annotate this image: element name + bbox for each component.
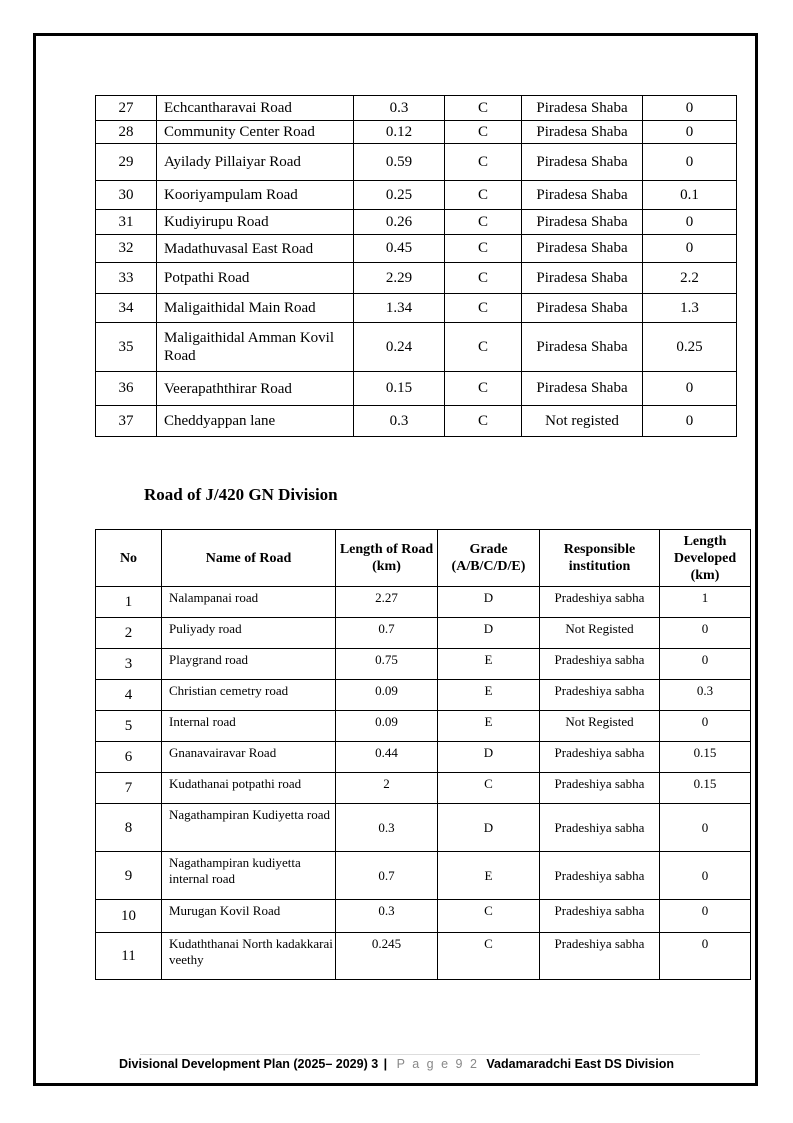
road-no: 3 xyxy=(96,649,162,680)
road-grade: E xyxy=(438,680,540,711)
table-row xyxy=(96,406,737,437)
road-name: Madathuvasal East Road xyxy=(157,235,354,263)
header-developed: Length Developed (km) xyxy=(660,530,751,587)
header-no: No xyxy=(96,530,162,587)
table-row xyxy=(96,900,751,933)
footer-separator: | xyxy=(383,1057,388,1071)
road-no: 35 xyxy=(96,323,157,372)
road-name: Puliyady road xyxy=(162,618,336,649)
length-developed: 0 xyxy=(643,144,737,181)
length-developed: 0 xyxy=(643,406,737,437)
road-grade: C xyxy=(445,235,522,263)
responsible-institution: Piradesa Shaba xyxy=(522,96,643,121)
road-length: 0.44 xyxy=(336,742,438,773)
road-name: Echcantharavai Road xyxy=(157,96,354,121)
footer-division-name: Vadamaradchi East DS Division xyxy=(486,1057,674,1071)
road-length: 2 xyxy=(336,773,438,804)
road-no: 11 xyxy=(96,933,162,980)
road-grade: E xyxy=(438,649,540,680)
table-row xyxy=(96,96,737,121)
responsible-institution: Pradeshiya sabha xyxy=(540,680,660,711)
length-developed: 0 xyxy=(643,210,737,235)
length-developed: 0 xyxy=(660,711,751,742)
road-no: 30 xyxy=(96,181,157,210)
table-row xyxy=(96,323,737,372)
table-row xyxy=(96,210,737,235)
road-grade: E xyxy=(438,852,540,900)
table-row xyxy=(96,773,751,804)
road-length: 0.7 xyxy=(336,852,438,900)
header-institution: Responsible institution xyxy=(540,530,660,587)
length-developed: 0.15 xyxy=(660,773,751,804)
responsible-institution: Not Registed xyxy=(540,618,660,649)
road-no: 27 xyxy=(96,96,157,121)
length-developed: 0 xyxy=(660,900,751,933)
road-name: Community Center Road xyxy=(157,121,354,144)
length-developed: 0 xyxy=(660,852,751,900)
table-row xyxy=(96,852,751,900)
road-grade: C xyxy=(445,210,522,235)
road-name: Christian cemetry road xyxy=(162,680,336,711)
length-developed: 1 xyxy=(660,587,751,618)
header-grade: Grade (A/B/C/D/E) xyxy=(438,530,540,587)
table-row xyxy=(96,649,751,680)
road-grade: C xyxy=(438,933,540,980)
road-no: 2 xyxy=(96,618,162,649)
responsible-institution: Piradesa Shaba xyxy=(522,294,643,323)
road-grade: C xyxy=(445,323,522,372)
road-length: 2.29 xyxy=(354,263,445,294)
page-footer xyxy=(0,1057,793,1071)
road-no: 10 xyxy=(96,900,162,933)
responsible-institution: Pradeshiya sabha xyxy=(540,773,660,804)
road-name: Gnanavairavar Road xyxy=(162,742,336,773)
road-length: 0.45 xyxy=(354,235,445,263)
road-grade: C xyxy=(445,406,522,437)
road-grade: C xyxy=(445,121,522,144)
footer-page-number: P a g e 9 2 xyxy=(396,1057,479,1071)
length-developed: 0 xyxy=(643,372,737,406)
road-length: 0.12 xyxy=(354,121,445,144)
table-row xyxy=(96,618,751,649)
table-row xyxy=(96,372,737,406)
road-grade: E xyxy=(438,711,540,742)
road-length: 0.7 xyxy=(336,618,438,649)
responsible-institution: Piradesa Shaba xyxy=(522,235,643,263)
road-length: 0.3 xyxy=(354,406,445,437)
road-grade: D xyxy=(438,804,540,852)
table-row xyxy=(96,121,737,144)
road-length: 0.24 xyxy=(354,323,445,372)
length-developed: 0.25 xyxy=(643,323,737,372)
road-no: 33 xyxy=(96,263,157,294)
road-length: 2.27 xyxy=(336,587,438,618)
road-grade: C xyxy=(445,294,522,323)
table-row xyxy=(96,804,751,852)
table-row xyxy=(96,711,751,742)
length-developed: 0 xyxy=(660,933,751,980)
length-developed: 0 xyxy=(643,96,737,121)
responsible-institution: Piradesa Shaba xyxy=(522,210,643,235)
road-length: 0.09 xyxy=(336,680,438,711)
road-length: 0.59 xyxy=(354,144,445,181)
road-length: 0.3 xyxy=(354,96,445,121)
table-row xyxy=(96,144,737,181)
road-name: Nagathampiran Kudiyetta road xyxy=(162,804,336,852)
length-developed: 1.3 xyxy=(643,294,737,323)
road-length: 0.75 xyxy=(336,649,438,680)
road-name: Veerapaththirar Road xyxy=(157,372,354,406)
responsible-institution: Piradesa Shaba xyxy=(522,323,643,372)
road-grade: C xyxy=(445,96,522,121)
road-no: 31 xyxy=(96,210,157,235)
table-row xyxy=(96,294,737,323)
responsible-institution: Piradesa Shaba xyxy=(522,121,643,144)
length-developed: 0.1 xyxy=(643,181,737,210)
responsible-institution: Not Registed xyxy=(540,711,660,742)
responsible-institution: Pradeshiya sabha xyxy=(540,900,660,933)
length-developed: 0 xyxy=(660,649,751,680)
roads-table-continued xyxy=(95,95,737,437)
road-length: 0.245 xyxy=(336,933,438,980)
length-developed: 0 xyxy=(660,804,751,852)
road-name: Cheddyappan lane xyxy=(157,406,354,437)
responsible-institution: Pradeshiya sabha xyxy=(540,587,660,618)
road-name: Nagathampiran kudiyetta internal road xyxy=(162,852,336,900)
responsible-institution: Pradeshiya sabha xyxy=(540,933,660,980)
section-title: Road of J/420 GN Division xyxy=(144,485,338,504)
length-developed: 0 xyxy=(660,618,751,649)
responsible-institution: Piradesa Shaba xyxy=(522,263,643,294)
header-length: Length of Road (km) xyxy=(336,530,438,587)
road-name: Maligaithidal Amman Kovil Road xyxy=(157,323,354,372)
responsible-institution: Pradeshiya sabha xyxy=(540,804,660,852)
road-no: 5 xyxy=(96,711,162,742)
road-length: 1.34 xyxy=(354,294,445,323)
road-length: 0.26 xyxy=(354,210,445,235)
responsible-institution: Not registed xyxy=(522,406,643,437)
road-length: 0.3 xyxy=(336,900,438,933)
road-no: 37 xyxy=(96,406,157,437)
road-no: 9 xyxy=(96,852,162,900)
length-developed: 0.3 xyxy=(660,680,751,711)
header-name: Name of Road xyxy=(162,530,336,587)
road-name: Internal road xyxy=(162,711,336,742)
length-developed: 0 xyxy=(643,121,737,144)
road-no: 34 xyxy=(96,294,157,323)
road-grade: C xyxy=(445,372,522,406)
road-grade: C xyxy=(445,181,522,210)
road-name: Ayilady Pillaiyar Road xyxy=(157,144,354,181)
road-grade: C xyxy=(438,900,540,933)
road-name: Nalampanai road xyxy=(162,587,336,618)
road-grade: D xyxy=(438,618,540,649)
road-grade: C xyxy=(438,773,540,804)
footer-plan-title: Divisional Development Plan (2025– 2029) 3 xyxy=(119,1057,379,1071)
table-row xyxy=(96,587,751,618)
road-length: 0.3 xyxy=(336,804,438,852)
road-no: 8 xyxy=(96,804,162,852)
road-length: 0.15 xyxy=(354,372,445,406)
road-length: 0.09 xyxy=(336,711,438,742)
road-no: 6 xyxy=(96,742,162,773)
road-name: Murugan Kovil Road xyxy=(162,900,336,933)
road-name: Maligaithidal Main Road xyxy=(157,294,354,323)
road-grade: D xyxy=(438,742,540,773)
table-row xyxy=(96,263,737,294)
responsible-institution: Piradesa Shaba xyxy=(522,372,643,406)
responsible-institution: Pradeshiya sabha xyxy=(540,742,660,773)
road-no: 7 xyxy=(96,773,162,804)
length-developed: 0.15 xyxy=(660,742,751,773)
responsible-institution: Piradesa Shaba xyxy=(522,144,643,181)
j420-roads-table xyxy=(95,529,751,980)
road-no: 4 xyxy=(96,680,162,711)
table-row xyxy=(96,933,751,980)
road-name: Kudiyirupu Road xyxy=(157,210,354,235)
road-no: 28 xyxy=(96,121,157,144)
road-no: 1 xyxy=(96,587,162,618)
table-row xyxy=(96,235,737,263)
road-grade: C xyxy=(445,144,522,181)
road-name: Kudaththanai North kadakkarai veethy xyxy=(162,933,336,980)
road-no: 36 xyxy=(96,372,157,406)
responsible-institution: Pradeshiya sabha xyxy=(540,649,660,680)
road-length: 0.25 xyxy=(354,181,445,210)
table-row xyxy=(96,181,737,210)
road-no: 29 xyxy=(96,144,157,181)
road-name: Playgrand road xyxy=(162,649,336,680)
road-name: Kooriyampulam Road xyxy=(157,181,354,210)
road-no: 32 xyxy=(96,235,157,263)
table-row xyxy=(96,680,751,711)
table-header-row xyxy=(96,530,751,587)
responsible-institution: Piradesa Shaba xyxy=(522,181,643,210)
road-name: Kudathanai potpathi road xyxy=(162,773,336,804)
road-name: Potpathi Road xyxy=(157,263,354,294)
road-grade: C xyxy=(445,263,522,294)
road-grade: D xyxy=(438,587,540,618)
responsible-institution: Pradeshiya sabha xyxy=(540,852,660,900)
length-developed: 2.2 xyxy=(643,263,737,294)
table-row xyxy=(96,742,751,773)
length-developed: 0 xyxy=(643,235,737,263)
footer-divider xyxy=(140,1054,700,1055)
